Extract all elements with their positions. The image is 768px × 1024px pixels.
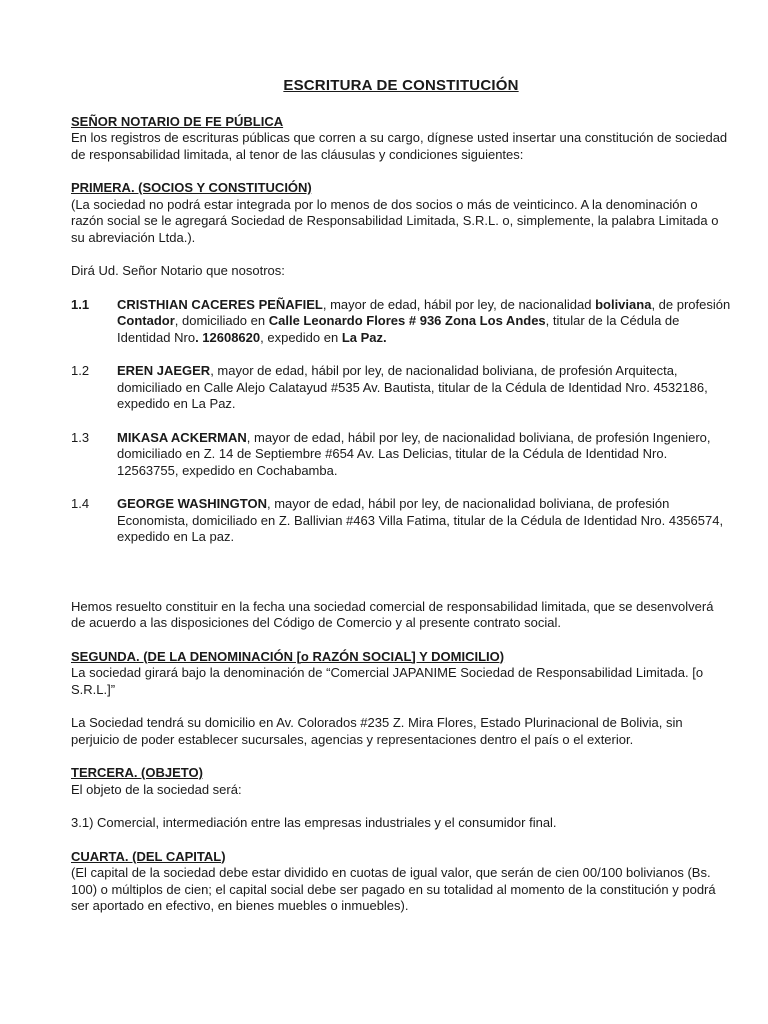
socio-item-1	[71, 297, 731, 347]
socio-text-part: , domiciliado en	[174, 313, 269, 328]
socio-text-part: , expedido en	[260, 329, 342, 345]
socio-number: 1.3	[71, 429, 90, 445]
socio-text-part: , mayor de edad, hábil por ley, de nacionalidad	[322, 296, 596, 312]
socio-item-4	[71, 496, 731, 546]
notary-text: En los registros de escrituras públicas que corren a su cargo, dígnese usted insertar una constitución de sociedad de responsabilidad limitada, al tenor de las cláusulas y condiciones siguientes:	[71, 130, 728, 162]
socio-number: 1.4	[71, 496, 90, 511]
socio-profession: Contador	[117, 313, 175, 328]
socio-text	[117, 430, 731, 480]
socio-name: MIKASA ACKERMAN	[117, 429, 247, 445]
socio-nationality: boliviana	[595, 296, 652, 312]
tercera-heading: TERCERA. (OBJETO)	[71, 765, 203, 780]
socio-name: GEORGE WASHINGTON	[117, 496, 267, 511]
cuarta-heading: CUARTA. (DEL CAPITAL)	[71, 848, 226, 864]
socio-text-part: , de profesión	[651, 296, 731, 312]
tercera-item: 3.1) Comercial, intermediación entre las empresas industriales y el consumidor final.	[71, 815, 557, 830]
tercera-text: El objeto de la sociedad será:	[71, 781, 242, 797]
socio-name: CRISTHIAN CACERES PEÑAFIEL	[117, 296, 323, 312]
primera-intro: Dirá Ud. Señor Notario que nosotros:	[71, 263, 285, 278]
cuarta-section	[71, 849, 731, 915]
segunda-text: La sociedad girará bajo la denominación de “Comercial JAPANIME Sociedad de Responsabilidad Limitada. [o S.R.L.]”	[71, 665, 704, 697]
socio-address: Calle Leonardo Flores # 936 Zona Los Andes	[268, 313, 546, 328]
socio-ci: . 12608620	[195, 329, 261, 345]
socio-city: La Paz.	[341, 329, 387, 345]
notary-section	[71, 114, 731, 164]
socio-details: , mayor de edad, hábil por ley, de nacionalidad boliviana, de profesión Economista, domiciliado en Z. Ballivian #463 Villa Fatima, titular de la Cédula de Identidad Nro. 4356574, expedido en La paz.	[117, 496, 724, 544]
primera-heading: PRIMERA. (SOCIOS Y CONSTITUCIÓN)	[71, 180, 312, 195]
socio-name: EREN JAEGER	[117, 363, 211, 378]
segunda-heading: SEGUNDA. (DE LA DENOMINACIÓN [o RAZÓN SOCIAL] Y DOMICILIO)	[71, 648, 505, 664]
socio-text-part: , titular de la Cédula de Identidad Nro	[117, 313, 680, 345]
document-title: ESCRITURA DE CONSTITUCIÓN	[283, 77, 519, 94]
socio-text	[117, 363, 731, 413]
notary-heading: SEÑOR NOTARIO DE FE PÚBLICA	[71, 113, 284, 129]
socio-text	[117, 496, 731, 546]
socio-details: , mayor de edad, hábil por ley, de nacionalidad boliviana, de profesión Ingeniero, domiciliado en Z. 14 de Septiembre #654 Av. Las Delicias, titular de la Cédula de Identidad Nro. 12563755, expedido en Cochabamba.	[117, 429, 711, 478]
socio-number: 1.2	[71, 363, 90, 378]
blank-space	[71, 563, 731, 599]
segunda-domicile: La Sociedad tendrá su domicilio en Av. Colorados #235 Z. Mira Flores, Estado Plurinacional de Bolivia, sin perjuicio de poder establecer sucursales, agencias y representaciones dentro el país o el exterior.	[71, 715, 683, 747]
socio-text	[117, 297, 731, 347]
socio-item-3	[71, 430, 731, 480]
primera-text: (La sociedad no podrá estar integrada por lo menos de dos socios o más de veinticinco. A la denominación o razón social se le agregará Sociedad de Responsabilidad Limitada, S.R.L. o, simplemente, la palabra Limitada o su abreviación Ltda.).	[71, 196, 719, 245]
socio-details: , mayor de edad, hábil por ley, de nacionalidad boliviana, de profesión Arquitecta, domiciliado en Calle Alejo Calatayud #535 Av. Bautista, titular de la Cédula de Identidad Nro. 4532186, expedido en La Paz.	[117, 363, 708, 411]
segunda-section	[71, 649, 731, 699]
resolved-paragraph: Hemos resuelto constituir en la fecha una sociedad comercial de responsabilidad limitada, que se desenvolverá de acuerdo a las disposiciones del Código de Comercio y al presente contrato social.	[71, 598, 714, 630]
cuarta-text: (El capital de la sociedad debe estar dividido en cuotas de igual valor, que serán de cien 00/100 bolivianos (Bs. 100) o múltiplos de cien; el capital social debe ser pagado en su totalidad al momento de la constitución y podrá ser aportado en efectivo, en bienes muebles o inmuebles).	[71, 865, 716, 913]
socio-item-2	[71, 363, 731, 413]
tercera-section	[71, 765, 731, 798]
document-page	[71, 78, 731, 932]
primera-section	[71, 180, 731, 246]
socio-number: 1.1	[71, 296, 90, 312]
